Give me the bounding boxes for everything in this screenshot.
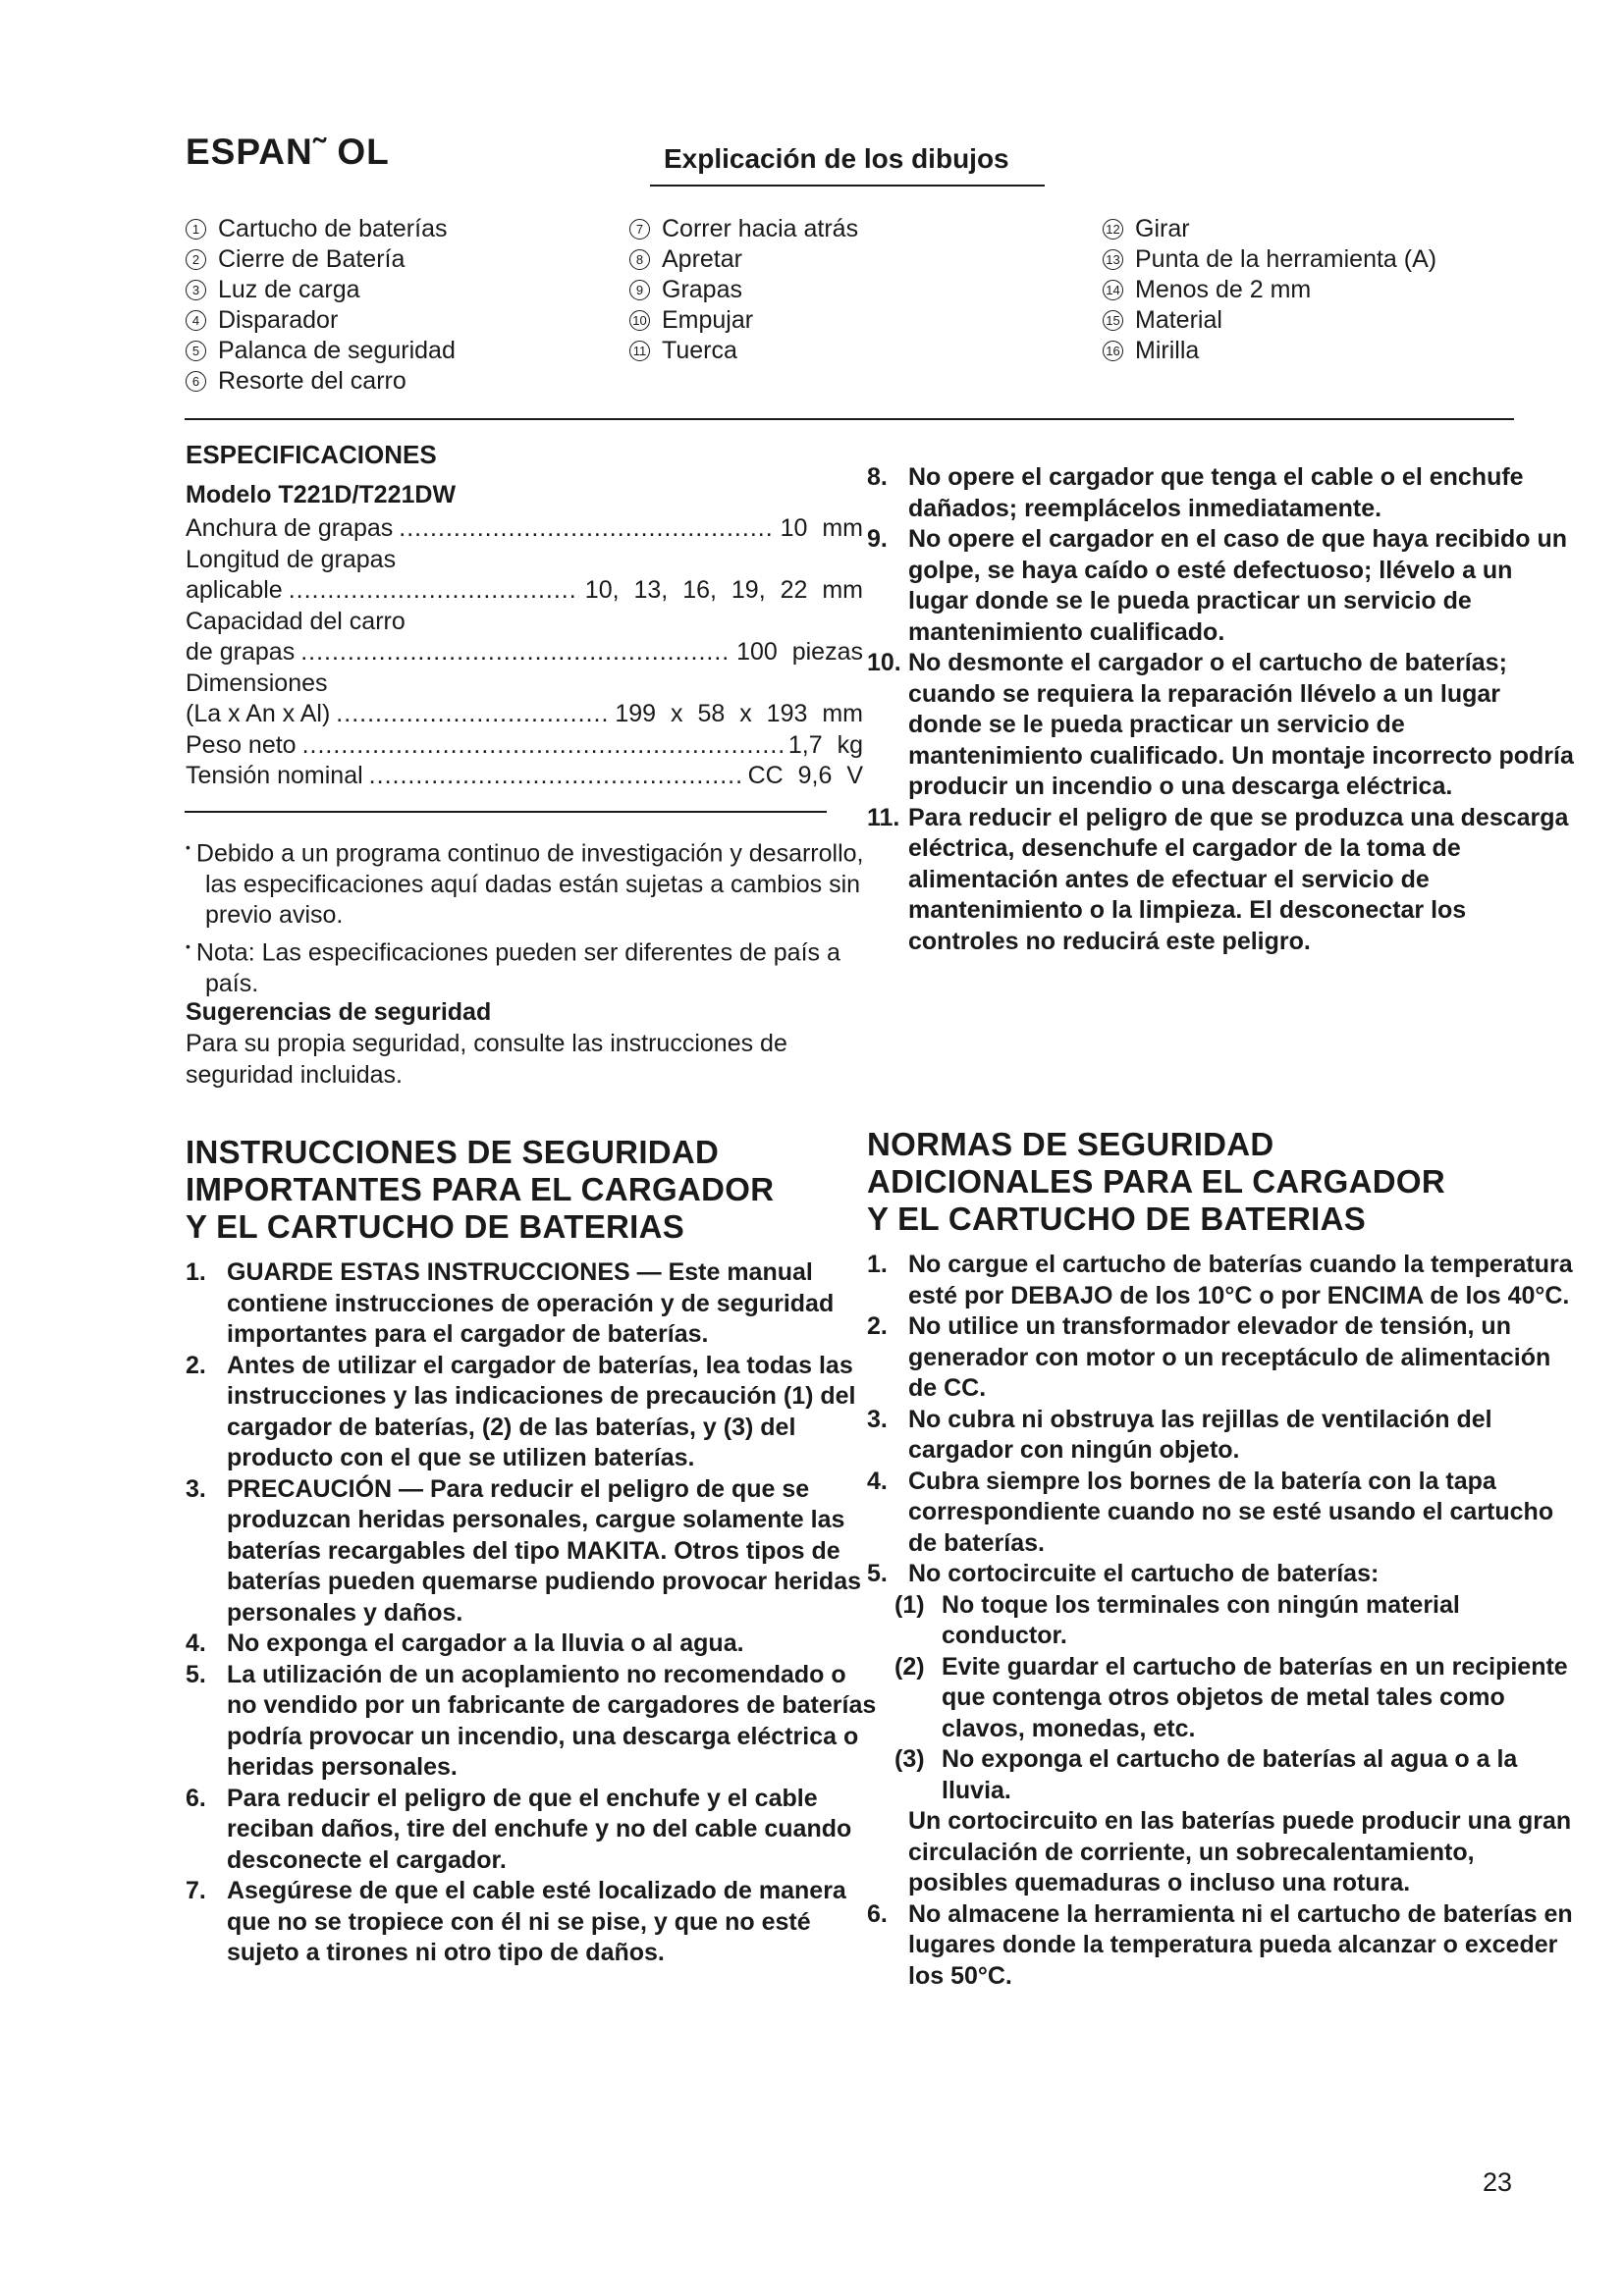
spec-row — [186, 607, 863, 638]
legend-label: Disparador — [218, 306, 339, 334]
list-item: 7. Asegúrese de que el cable esté localizado de manera que no se tropiece con él ni se pise, y que no esté sujeto a tirones ni otro tipo de daños. — [186, 1877, 846, 1966]
circled-number: 2 — [186, 249, 206, 270]
legend-item — [629, 244, 858, 275]
spec-value: 100 piezas — [736, 638, 863, 666]
legend-item — [629, 275, 858, 305]
short-circuit-note: Un cortocircuito en las baterías puede producir una gran circulación de corriente, un sobrecalentamiento, posibles quemaduras o incluso una rotura. — [908, 1807, 1572, 1896]
circled-number: 15 — [1103, 310, 1123, 331]
charger-instructions-list — [186, 1257, 879, 1969]
legend-label: Menos de 2 mm — [1135, 276, 1312, 303]
legend-label: Luz de carga — [218, 276, 360, 303]
page-number: 23 — [1483, 2167, 1513, 2197]
legend-item — [186, 366, 456, 397]
additional-rules-title: NORMAS DE SEGURIDAD ADICIONALES PARA EL CARGADOR Y EL CARTUCHO DE BATERIAS — [867, 1126, 1445, 1237]
circled-number: 4 — [186, 310, 206, 331]
circled-number: 14 — [1103, 280, 1123, 300]
legend-item — [186, 275, 456, 305]
sub-list-item: (2) Evite guardar el cartucho de baterías en un recipiente que contenga otros objetos de metal tales como clavos, monedas, etc. — [894, 1652, 1568, 1742]
leader-dots — [289, 575, 579, 607]
specs-divider — [185, 811, 827, 813]
spec-row — [186, 575, 863, 607]
leader-dots — [369, 761, 742, 792]
list-item: 6. Para reducir el peligro de que el enchufe y el cable reciban daños, tire del enchufe y no del cable cuando desconecte el cargador. — [186, 1784, 852, 1874]
leader-dots — [302, 730, 783, 762]
legend-label: Cartucho de baterías — [218, 215, 448, 242]
list-item: 1. No cargue el cartucho de baterías cuando la temperatura esté por DEBAJO de los 10°C o por ENCIMA de los 40°C. — [867, 1251, 1573, 1309]
list-item: 11. Para reducir el peligro de que se produzca una descarga eléctrica, desenchufe el cargador de la toma de alimentación antes de efectuar el servicio de mantenimiento o la limpieza. El desconectar los controles no reducirá este peligro. — [867, 803, 1569, 955]
top-divider — [185, 418, 1514, 420]
charger-instructions-title: INSTRUCCIONES DE SEGURIDAD IMPORTANTES PARA EL CARGADOR Y EL CARTUCHO DE BATERIAS — [186, 1134, 775, 1245]
legend-column-3 — [1103, 214, 1436, 366]
list-item: 10. No desmonte el cargador o el cartucho de baterías; cuando se requiera la reparación llévelo a un lugar donde se le pueda practicar un servicio de mantenimiento cualificado. Un montaje incorrecto podría producir un incendio o una descarga eléctrica. — [867, 649, 1574, 800]
legend-label: Girar — [1135, 215, 1190, 242]
circled-number: 1 — [186, 219, 206, 240]
list-item: 4. Cubra siempre los bornes de la batería con la tapa correspondiente cuando no se esté usando el cartucho de baterías. — [867, 1467, 1554, 1557]
legend-label: Apretar — [662, 245, 742, 273]
language-heading: ESPAN˜ OL — [186, 132, 390, 172]
list-item: 3. PRECAUCIÓN — Para reducir el peligro de que se produzcan heridas personales, cargue solamente las baterías recargables del tipo MAKITA. Otros tipos de baterías pueden quemarse pudiendo provocar heridas personales y daños. — [186, 1474, 862, 1627]
legend-column-1 — [186, 214, 456, 397]
legend-label: Mirilla — [1135, 337, 1200, 364]
spec-value: CC 9,6 V — [747, 762, 863, 789]
legend-column-2 — [629, 214, 858, 366]
bullet-icon: • — [186, 937, 190, 954]
spec-label: Tensión nominal — [186, 762, 363, 789]
legend-item — [186, 336, 456, 366]
spec-label: de grapas — [186, 638, 296, 666]
spec-row — [186, 637, 863, 668]
legend-item — [1103, 336, 1436, 366]
spec-value: 10 mm — [780, 514, 863, 542]
sub-list-item: (1) No toque los terminales con ningún material conductor. — [894, 1590, 1460, 1649]
list-item: 2. Antes de utilizar el cargador de baterías, lea todas las instrucciones y las indicaciones de precaución (1) del cargador de baterías, (2) de las baterías, y (3) del producto con el que se utilizen baterías. — [186, 1351, 856, 1471]
spec-value: 1,7 kg — [787, 730, 863, 759]
legend-item — [1103, 214, 1436, 244]
circled-number: 11 — [629, 341, 650, 361]
circled-number: 12 — [1103, 219, 1123, 240]
additional-rules-list — [867, 1250, 1576, 1992]
list-item: 2. No utilice un transformador elevador de tensión, un generador con motor o un receptáculo de alimentación de CC. — [867, 1312, 1551, 1402]
list-item: 8. No opere el cargador que tenga el cable o el enchufe dañados; reemplácelos inmediatamente. — [867, 463, 1524, 522]
spec-label: aplicable — [186, 576, 283, 604]
spec-label: Anchura de grapas — [186, 514, 394, 542]
circled-number: 5 — [186, 341, 206, 361]
circled-number: 7 — [629, 219, 650, 240]
circled-number: 3 — [186, 280, 206, 300]
spec-note: • Debido a un programa continuo de investigación y desarrollo, las especificaciones aquí dadas están sujetas a cambios sin previo aviso. — [186, 839, 864, 930]
legend-label: Palanca de seguridad — [218, 337, 456, 364]
spec-label: Dimensiones — [186, 668, 328, 697]
list-item: 5. No cortocircuite el cartucho de baterías: (1) No toque los terminales con ningún material conductor. (2) Evite guardar el cartucho de baterías en un recipiente que contenga otros objetos de metal tales como clavos, monedas, etc. (3) No exponga el cartucho de baterías al agua o a la lluvia. Un cortocircuito en las baterías puede producir una gran circulación de corriente, un sobrecalentamiento, posibles quemaduras o incluso una rotura. — [867, 1559, 1576, 1899]
legend-title-underline — [650, 185, 1045, 187]
legend-item — [186, 244, 456, 275]
spec-note: • Nota: Las especificaciones pueden ser diferentes de país a país. — [186, 937, 840, 997]
spec-row — [186, 730, 863, 762]
circled-number: 13 — [1103, 249, 1123, 270]
circled-number: 6 — [186, 371, 206, 392]
legend-item — [1103, 305, 1436, 336]
legend-item — [629, 336, 858, 366]
legend-label: Empujar — [662, 306, 754, 334]
spec-value: 199 x 58 x 193 mm — [615, 700, 863, 727]
leader-dots — [399, 513, 774, 545]
legend-item — [186, 305, 456, 336]
spec-label: Longitud de grapas — [186, 545, 397, 573]
legend-label: Tuerca — [662, 337, 737, 364]
circled-number: 10 — [629, 310, 650, 331]
list-item: 9. No opere el cargador en el caso de que haya recibido un golpe, se haya caído o esté defectuoso; llévelo a un lugar donde se le pueda practicar un servicio de mantenimiento cualificado. — [867, 525, 1568, 646]
spec-row — [186, 545, 863, 576]
bullet-icon: • — [186, 839, 190, 855]
charger-instructions-list-continued — [867, 462, 1576, 957]
legend-item — [1103, 244, 1436, 275]
spec-row — [186, 699, 863, 730]
specs-table — [186, 513, 863, 792]
list-item: 3. No cubra ni obstruya las rejillas de ventilación del cargador con ningún objeto. — [867, 1405, 1492, 1464]
legend-label: Resorte del carro — [218, 367, 406, 395]
legend-label: Correr hacia atrás — [662, 215, 859, 242]
circled-number: 16 — [1103, 341, 1123, 361]
circled-number: 8 — [629, 249, 650, 270]
spec-label: Peso neto — [186, 730, 297, 759]
legend-item — [629, 214, 858, 244]
leader-dots — [300, 637, 731, 668]
legend-title: Explicación de los dibujos — [664, 143, 1009, 174]
legend-label: Cierre de Batería — [218, 245, 406, 273]
leader-dots — [336, 699, 609, 730]
spec-row — [186, 513, 863, 545]
legend-label: Grapas — [662, 276, 742, 303]
list-item: 5. La utilización de un acoplamiento no recomendado o no vendido por un fabricante de cargadores de baterías podría provocar un incendio, una descarga eléctrica o heridas personales. — [186, 1660, 877, 1781]
legend-item — [629, 305, 858, 336]
spec-row — [186, 668, 863, 700]
spec-label: (La x An x Al) — [186, 700, 331, 727]
legend-item — [1103, 275, 1436, 305]
circled-number: 9 — [629, 280, 650, 300]
spec-row — [186, 761, 863, 792]
legend-label: Punta de la herramienta (A) — [1135, 245, 1437, 273]
spec-value: 10, 13, 16, 19, 22 mm — [584, 576, 863, 604]
spec-label: Capacidad del carro — [186, 607, 406, 635]
legend-item — [186, 214, 456, 244]
list-item: 4. No exponga el cargador a la lluvia o al agua. — [186, 1629, 744, 1657]
sub-list-item: (3) No exponga el cartucho de baterías al agua o a la lluvia. — [894, 1745, 1518, 1804]
spec-notes — [186, 832, 873, 999]
specs-model: Modelo T221D/T221DW — [186, 481, 457, 508]
legend-label: Material — [1135, 306, 1222, 334]
specs-title: ESPECIFICACIONES — [186, 440, 437, 469]
list-item: 1. GUARDE ESTAS INSTRUCCIONES — Este manual contiene instrucciones de operación y de seguridad importantes para el cargador de baterías. — [186, 1258, 835, 1348]
list-item: 6. No almacene la herramienta ni el cartucho de baterías en lugares donde la temperatura pueda alcanzar o exceder los 50°C. — [867, 1899, 1573, 1990]
safety-tips-text: Para su propia seguridad, consulte las instrucciones de seguridad incluidas. — [186, 1030, 787, 1089]
safety-tips-title: Sugerencias de seguridad — [186, 998, 492, 1026]
